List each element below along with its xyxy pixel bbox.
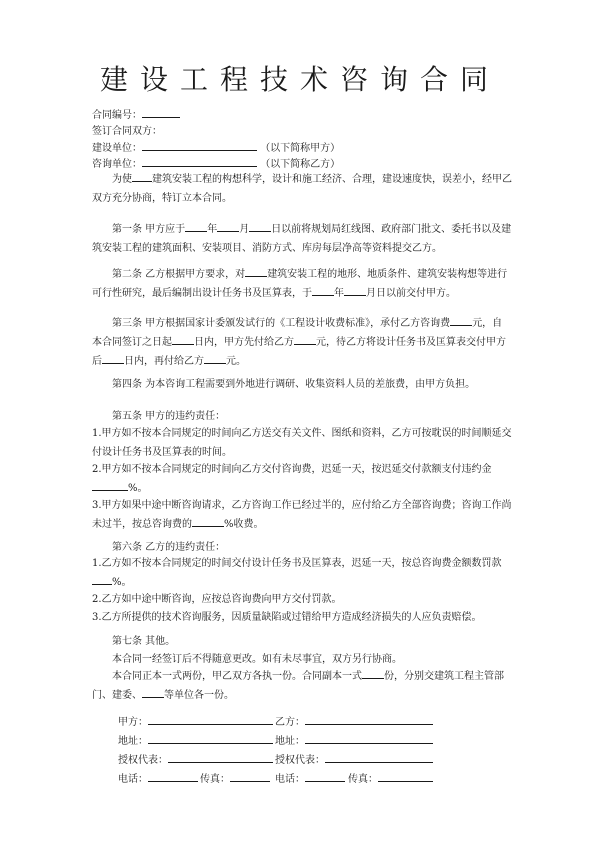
article-3-text-a: 第三条 甲方根据国家计委颁发试行的《工程设计收费标准》，承付乙方咨询费 [112,318,451,329]
article-5-item-3 [92,496,512,534]
sig-rep-a-label: 授权代表： [118,755,168,766]
article-7-title: 第七条 其他。 [112,636,176,647]
sig-party-a-label: 甲方： [118,717,148,728]
article-6-item-1-text-a: 1.乙方如不按本合同规定的时间交付设计任务书及匡算表，迟延一天，按总咨询费金额数罚款 [92,558,502,569]
sig-fax-a-blank[interactable] [230,771,270,782]
article-1-day-blank[interactable] [249,221,271,232]
article-1-year-blank[interactable] [185,221,207,232]
sig-party-b-label: 乙方： [275,717,305,728]
sig-phone-a-label: 电话： [118,774,148,785]
article-2-text-b: 建筑安装工程的地形、地质条件、建筑安装构想等进行可行性研究，最后编制出设计任务书及匡算表，于 [92,269,508,299]
article-2 [92,265,512,303]
article-3-text-b: 元，自本合同签订之日起 [92,318,503,348]
article-2-text-a: 第二条 乙方根据甲方要求，对 [112,269,246,280]
sig-address-b-blank[interactable] [305,733,433,744]
parties-heading: 签订合同双方： [92,126,162,137]
project-blank[interactable] [132,171,152,182]
article-5-item-2-text-b: %。 [128,483,148,494]
build-unit-note: （以下简称甲方） [260,143,341,154]
document-title: 建设工程技术咨询合同 [99,63,500,96]
sig-address-a-blank[interactable] [148,733,273,744]
article-5-item-3-text-b: %收费。 [224,519,264,530]
contract-number-label: 合同编号： [92,110,142,121]
sig-fax-a-label: 传真： [200,774,230,785]
article-5-title: 第五条 甲方的违约责任： [112,411,226,422]
sig-rep-b-row [275,752,433,768]
article-3-days-blank[interactable] [172,334,194,345]
article-1 [92,220,512,258]
article-6-item-1 [92,554,512,592]
article-1-text-d: 日以前将规划局红线图、政府部门批文、委托书以及建筑安装工程的建筑面积、安装项目、消防方式、库房每层净高等资料提交乙方。 [92,224,512,254]
preamble-text-b: 建筑安装工程的构想科学，设计和施工经济、合理，建设速度快，误差小，经甲乙双方充分协商，特订立本合同。 [92,174,512,204]
article-7-para-2-text-a: 本合同正本一式两份，甲乙双方各执一份。合同副本一式 [112,671,362,682]
sig-fax-a-row [200,771,270,787]
article-6-item-1-text-b: %。 [112,577,132,588]
preamble-paragraph [92,170,512,208]
article-3 [92,314,512,371]
article-1-text-c: 月 [239,224,250,235]
preamble-text-a: 为使 [112,174,132,185]
article-3-text-c: 日内，甲方先付给乙方 [194,337,294,348]
sig-fax-b-label: 传真： [348,774,378,785]
article-6-item-2: 2.乙方如中途中断咨询，应按总咨询费向甲方交付罚款。 [92,594,342,605]
article-5-item-1: 1.甲方如不按本合同规定的时间向乙方送交有关文件、图纸和资料，乙方可按耽误的时间顺延交付设计任务书及匡算表的时间。 [92,428,512,458]
sig-phone-b-row [275,771,345,787]
article-1-month-blank[interactable] [217,221,239,232]
consult-unit-blank[interactable] [142,156,257,167]
article-7-para-2-text-b: 份，分别交建筑工程主管部门、建委、 [92,671,504,701]
contract-number-line [92,107,180,123]
article-3-days2-blank[interactable] [102,353,124,364]
article-7-para-1: 本合同一经签订后不得随意更改。如有未尽事宜，双方另行协商。 [112,654,402,665]
article-7-para-2-text-c: 等单位各一份。 [164,690,234,701]
sig-party-b-row [275,714,433,730]
sig-fax-b-blank[interactable] [378,771,433,782]
sig-address-a-label: 地址： [118,736,148,747]
contract-number-blank[interactable] [142,107,180,118]
article-5-item-2-text-a: 2.甲方如不按本合同规定的时间向乙方交付咨询费，迟延一天，按迟延交付款额支付违约金 [92,464,492,475]
build-unit-line [92,140,340,156]
build-unit-blank[interactable] [142,140,257,151]
sig-party-a-blank[interactable] [148,714,273,725]
article-3-text-d: 元，待乙方将设计任务书及匡算表交付甲方后 [92,337,506,367]
sig-address-a-row [118,733,273,749]
article-5-penalty-blank[interactable] [92,480,128,491]
sig-address-b-row [275,733,433,749]
sig-fax-b-row [348,771,433,787]
article-3-fee-blank[interactable] [450,315,472,326]
sig-phone-a-row [118,771,198,787]
article-3-text-f: 元。 [226,356,246,367]
article-2-year-blank[interactable] [312,285,334,296]
sig-phone-b-blank[interactable] [305,771,345,782]
consult-unit-label: 咨询单位： [92,159,142,170]
article-2-project-blank[interactable] [245,266,267,277]
build-unit-label: 建设单位： [92,143,142,154]
sig-rep-a-row [118,752,273,768]
article-3-advance-blank[interactable] [294,334,316,345]
sig-party-b-blank[interactable] [305,714,433,725]
article-2-month-blank[interactable] [344,285,366,296]
article-7-para-2 [92,667,512,705]
article-7-units-blank[interactable] [142,687,164,698]
article-3-balance-blank[interactable] [204,353,226,364]
article-3-text-e: 日内，再付给乙方 [124,356,204,367]
sig-party-a-row [118,714,273,730]
sig-phone-b-label: 电话： [275,774,305,785]
consult-unit-note: （以下简称乙方） [260,159,341,170]
article-1-text-a: 第一条 甲方应于 [112,224,186,235]
sig-rep-b-blank[interactable] [325,752,433,763]
article-6-item-3: 3.乙方所提供的技术咨询服务，因质量缺陷或过错给甲方造成经济损失的人应负责赔偿。 [92,612,482,623]
article-6-title: 第六条 乙方的违约责任： [112,542,226,553]
article-5-fee-percent-blank[interactable] [192,516,224,527]
sig-address-b-label: 地址： [275,736,305,747]
article-1-text-b: 年 [207,224,218,235]
article-5-item-3-text-a: 3.甲方如果中途中断咨询请求，乙方咨询工作已经过半的，应付给乙方全部咨询费；咨询工作尚未过半，按总咨询费的 [92,500,512,530]
article-2-text-c: 年 [334,288,344,299]
article-2-text-d: 月日以前交付甲方。 [366,288,456,299]
article-4: 第四条 为本咨询工程需要到外地进行调研、收集资料人员的差旅费，由甲方负担。 [112,379,476,390]
article-7-copies-blank[interactable] [362,668,384,679]
sig-rep-a-blank[interactable] [168,752,273,763]
article-6-penalty-blank[interactable] [92,574,112,585]
article-5-item-2 [92,460,512,498]
sig-rep-b-label: 授权代表： [275,755,325,766]
sig-phone-a-blank[interactable] [148,771,198,782]
